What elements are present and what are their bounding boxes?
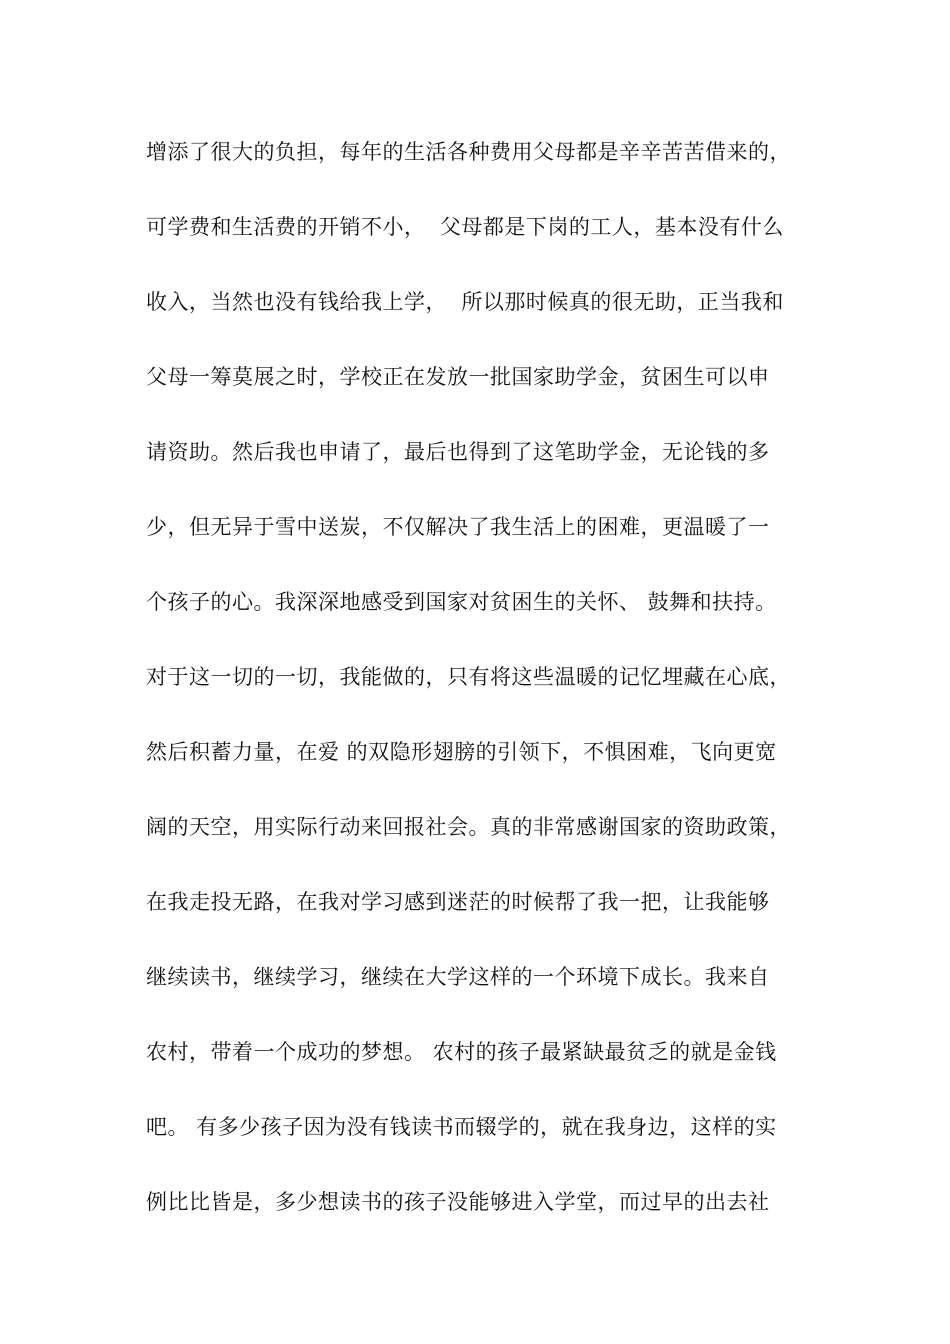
text-line: 农村，带着一个成功的梦想。 农村的孩子最紧缺最贫乏的就是金钱 xyxy=(146,1040,777,1064)
body-text xyxy=(146,130,836,1255)
text-line: 继续读书，继续学习，继续在大学这样的一个环境下成长。我来自 xyxy=(146,965,770,989)
text-line: 可学费和生活费的开销不小， 父母都是下岗的工人，基本没有什么 xyxy=(146,215,784,239)
text-line: 父母一筹莫展之时，学校正在发放一批国家助学金，贫困生可以申 xyxy=(146,365,770,389)
text-line: 收入，当然也没有钱给我上学， 所以那时候真的很无助，正当我和 xyxy=(146,290,784,314)
text-line: 在我走投无路，在我对学习感到迷茫的时候帮了我一把，让我能够 xyxy=(146,890,770,914)
text-line: 例比比皆是，多少想读书的孩子没能够进入学堂，而过早的出去社 xyxy=(146,1190,770,1214)
text-line: 然后积蓄力量，在爱 的双隐形翅膀的引领下，不惧困难，飞向更宽 xyxy=(146,740,777,764)
text-line: 吧。 有多少孩子因为没有钱读书而辍学的，就在我身边，这样的实 xyxy=(146,1115,777,1139)
text-line: 请资助。然后我也申请了，最后也得到了这笔助学金，无论钱的多 xyxy=(146,440,770,464)
text-line: 个孩子的心。我深深地感受到国家对贫困生的关怀、 鼓舞和扶持。 xyxy=(146,590,777,614)
text-line: 阔的天空，用实际行动来回报社会。真的非常感谢国家的资助政策， xyxy=(146,815,791,839)
text-line: 对于这一切的一切，我能做的，只有将这些温暖的记忆埋藏在心底， xyxy=(146,665,791,689)
text-line: 增添了很大的负担，每年的生活各种费用父母都是辛辛苦苦借来的， xyxy=(146,140,791,164)
text-line: 少，但无异于雪中送炭，不仅解决了我生活上的困难，更温暖了一 xyxy=(146,515,770,539)
